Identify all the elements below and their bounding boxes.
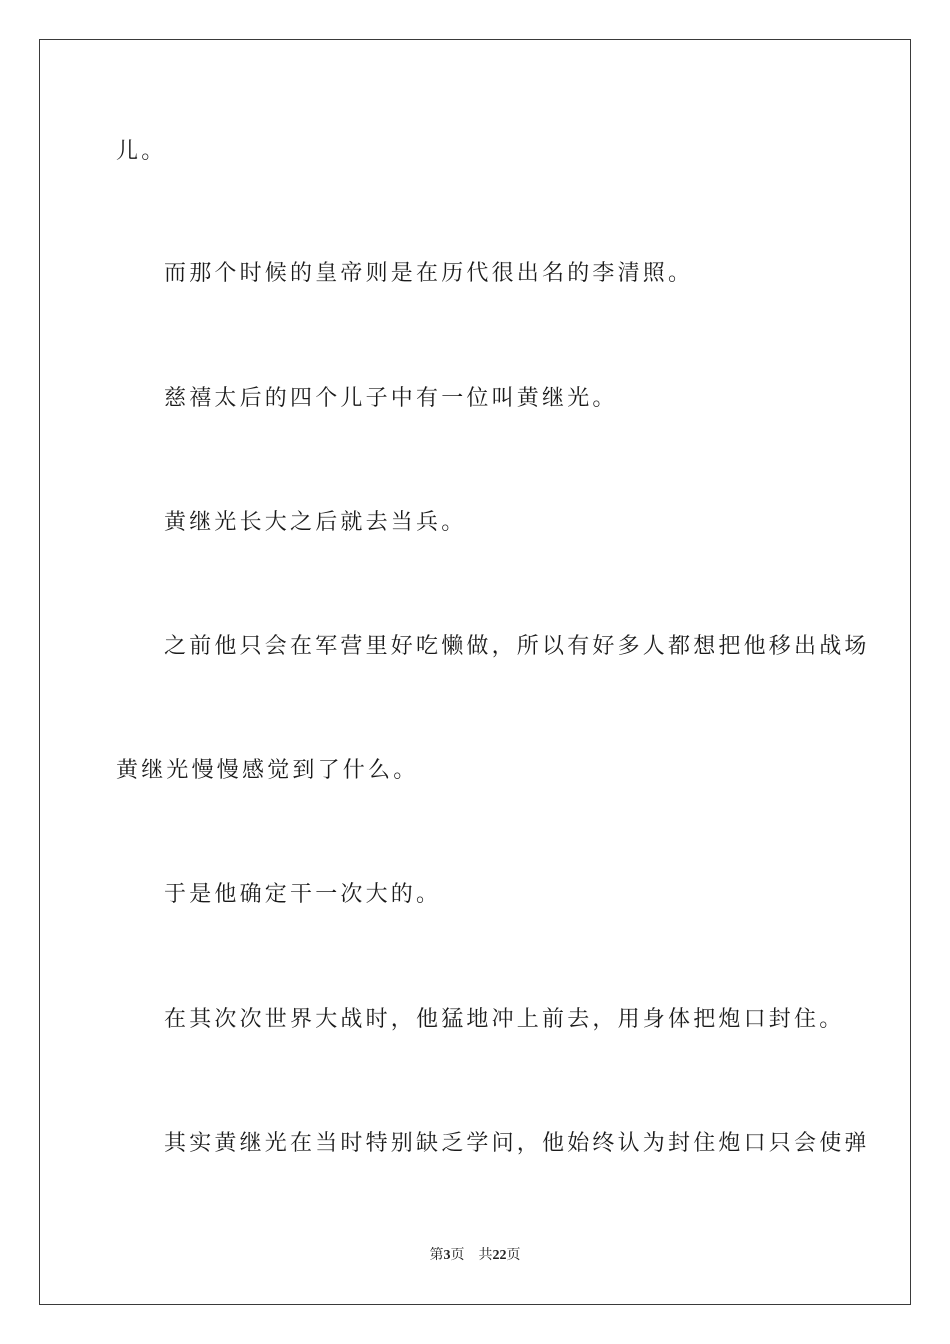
text-line-3: 慈禧太后的四个儿子中有一位叫黄继光。 (164, 386, 618, 411)
footer-total-prefix: 共 (478, 1248, 493, 1263)
footer-page-suffix: 页 (450, 1248, 465, 1263)
footer-page-number: 3 (443, 1248, 451, 1263)
text-line-1: 儿。 (116, 139, 167, 164)
page-footer (0, 1246, 950, 1266)
footer-total-pages: 22 (492, 1248, 507, 1263)
text-line-4: 黄继光长大之后就去当兵。 (164, 510, 467, 535)
text-line-6: 黄继光慢慢感觉到了什么。 (116, 758, 419, 783)
text-line-5: 之前他只会在军营里好吃懒做，所以有好多人都想把他移出战场 (164, 634, 870, 659)
text-line-9: 其实黄继光在当时特别缺乏学问，他始终认为封住炮口只会使弹 (164, 1131, 870, 1156)
footer-total-suffix: 页 (506, 1248, 521, 1263)
text-line-7: 于是他确定干一次大的。 (164, 882, 442, 907)
page-border (39, 39, 911, 1305)
text-line-8: 在其次次世界大战时，他猛地冲上前去，用身体把炮口封住。 (164, 1007, 845, 1032)
text-line-2: 而那个时候的皇帝则是在历代很出名的李清照。 (164, 261, 694, 286)
footer-page-prefix: 第 (429, 1248, 444, 1263)
